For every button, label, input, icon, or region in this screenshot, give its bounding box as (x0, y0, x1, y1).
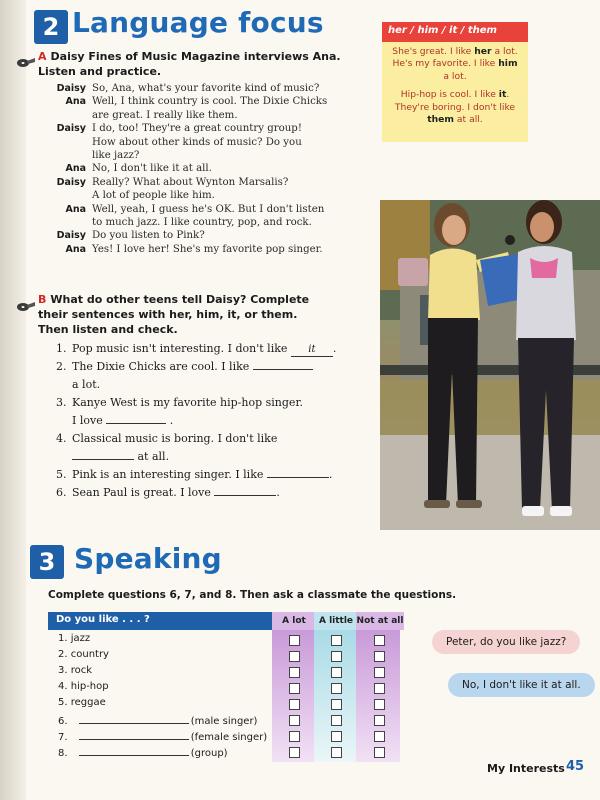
grammar-line: a lot. (443, 70, 467, 82)
table-rows (48, 630, 404, 760)
answer-blank[interactable]: it (291, 344, 333, 357)
utterance: No, I don't like it at all. (92, 163, 212, 175)
checkbox-a-lot[interactable] (289, 731, 300, 742)
answer-blank[interactable] (253, 369, 313, 370)
answer-blank[interactable] (106, 423, 166, 424)
checkbox-not-at-all[interactable] (374, 747, 385, 758)
grammar-box-title: her / him / it / them (382, 22, 528, 42)
exercise-item-continued: I love . (72, 414, 174, 427)
speech-bubble-question: Peter, do you like jazz? (432, 630, 580, 654)
checkbox-a-lot[interactable] (289, 715, 300, 726)
checkbox-not-at-all[interactable] (374, 699, 385, 710)
unit-title: My Interests (487, 762, 565, 775)
utterance: Well, I think country is cool. The Dixie Chicks (92, 96, 328, 108)
part-a-letter: A (38, 50, 47, 63)
grammar-line: Hip-hop is cool. I like it. (400, 89, 510, 101)
exercise-b-list (56, 340, 386, 502)
section-3-number: 3 (30, 545, 64, 579)
fill-in-line[interactable] (79, 713, 189, 724)
grammar-line: them at all. (427, 114, 483, 126)
answer-blank[interactable] (214, 495, 276, 496)
speaker-name (32, 149, 92, 162)
checkbox-a-little[interactable] (331, 667, 342, 678)
dialogue-line (32, 203, 362, 216)
dialogue-line (32, 136, 362, 149)
exercise-item: 5. Pink is an interesting singer. I like . (56, 468, 333, 481)
speaker-name (32, 136, 92, 149)
exercise-item: 4. Classical music is boring. I don't like (56, 432, 278, 445)
utterance: to much jazz. I like country, pop, and rock. (92, 217, 312, 229)
grammar-box (382, 22, 528, 142)
checkbox-a-little[interactable] (331, 651, 342, 662)
column-header-a-lot: A lot (272, 612, 316, 630)
section-2-title: Language focus (72, 6, 324, 39)
answer-blank[interactable] (72, 459, 134, 460)
dialogue-line (32, 229, 362, 242)
audio-cd-icon[interactable] (16, 297, 36, 309)
speaker-name: Daisy (56, 176, 86, 188)
dialogue-line (32, 243, 362, 256)
speaker-name (32, 216, 92, 229)
speaker-name (32, 109, 92, 122)
checkbox-a-little[interactable] (331, 731, 342, 742)
speaker-name: Daisy (56, 123, 86, 135)
grammar-line: She's great. I like her a lot. (392, 46, 518, 57)
checkbox-a-lot[interactable] (289, 699, 300, 710)
checkbox-a-little[interactable] (331, 635, 342, 646)
checkbox-not-at-all[interactable] (374, 667, 385, 678)
utterance: like jazz? (92, 150, 140, 162)
exercise-item: 3. Kanye West is my favorite hip-hop singer. (56, 396, 303, 409)
utterance: Do you listen to Pink? (92, 230, 205, 242)
speaker-name: Ana (65, 243, 86, 255)
checkbox-not-at-all[interactable] (374, 635, 385, 646)
audio-cd-icon[interactable] (16, 53, 36, 65)
checkbox-a-little[interactable] (331, 683, 342, 694)
page-gutter (0, 0, 26, 800)
table-row: 2. country (48, 648, 404, 664)
checkbox-a-lot[interactable] (289, 747, 300, 758)
checkbox-a-lot[interactable] (289, 635, 300, 646)
table-row: 4. hip-hop (48, 680, 404, 696)
utterance: Really? What about Wynton Marsalis? (92, 176, 289, 188)
utterance: How about other kinds of music? Do you (92, 136, 302, 148)
utterance: A lot of people like him. (92, 190, 215, 202)
speaker-name (32, 189, 92, 202)
fill-in-line[interactable] (79, 745, 189, 756)
dialogue-line (32, 162, 362, 175)
table-row: 1. jazz (48, 632, 404, 648)
grammar-line: They're boring. I don't like (394, 101, 516, 113)
exercise-item-continued: at all. (56, 448, 386, 466)
speaker-name: Ana (65, 203, 86, 215)
fill-in-line[interactable] (79, 729, 189, 740)
table-header (48, 612, 404, 630)
checkbox-a-little[interactable] (331, 715, 342, 726)
exercise-item: 1. Pop music isn't interesting. I don't like it . (56, 342, 337, 355)
section-3-title: Speaking (74, 542, 222, 575)
exercise-item: 6. Sean Paul is great. I love . (56, 486, 280, 499)
dialogue-line (32, 109, 362, 122)
checkbox-a-little[interactable] (331, 747, 342, 758)
speaker-name: Ana (65, 163, 86, 175)
utterance: Yes! I love her! She's my favorite pop singer. (92, 243, 323, 255)
grammar-box-body (382, 42, 528, 130)
part-b-letter: B (38, 293, 47, 306)
checkbox-not-at-all[interactable] (374, 651, 385, 662)
dialogue-line (32, 216, 362, 229)
checkbox-not-at-all[interactable] (374, 715, 385, 726)
utterance: So, Ana, what's your favorite kind of music? (92, 83, 320, 94)
dialogue-line (32, 176, 362, 189)
checkbox-a-lot[interactable] (289, 683, 300, 694)
dialogue-line (32, 82, 362, 95)
utterance: Well, yeah, I guess he's OK. But I don't listen (92, 203, 325, 215)
utterance: are great. I really like them. (92, 109, 238, 121)
dialogue (32, 82, 362, 256)
checkbox-a-lot[interactable] (289, 651, 300, 662)
answer-blank[interactable] (267, 477, 329, 478)
speaking-instruction: Complete questions 6, 7, and 8. Then ask a classmate the questions. (48, 589, 457, 601)
interview-photo (380, 200, 600, 530)
part-a-instruction: A Daisy Fines of Music Magazine interviews Ana. Listen and practice. (38, 50, 341, 78)
table-row: 7. (female singer) (48, 728, 404, 744)
dialogue-line (32, 95, 362, 108)
table-row: 8. (group) (48, 744, 404, 760)
speaker-name: Ana (65, 96, 86, 108)
dialogue-line (32, 189, 362, 202)
speaking-table (48, 612, 404, 760)
page-number: 45 (566, 759, 585, 774)
part-b-instruction: B What do other teens tell Daisy? Complete their sentences with her, him, it, or them. Then listen and check. (38, 293, 310, 336)
table-header-title: Do you like . . . ? (56, 614, 150, 625)
checkbox-a-little[interactable] (331, 699, 342, 710)
speaker-name: Daisy (56, 230, 86, 242)
section-2-number: 2 (34, 10, 68, 44)
table-row: 6. (male singer) (48, 712, 404, 728)
speech-bubble-answer: No, I don't like it at all. (448, 673, 595, 697)
checkbox-not-at-all[interactable] (374, 731, 385, 742)
dialogue-line (32, 122, 362, 135)
exercise-item: 2. The Dixie Chicks are cool. I like (56, 358, 386, 376)
column-header-not-at-all: Not at all (356, 612, 404, 630)
checkbox-a-lot[interactable] (289, 667, 300, 678)
table-row: 3. rock (48, 664, 404, 680)
grammar-line: He's my favorite. I like him (392, 58, 518, 70)
speaker-name: Daisy (56, 83, 86, 94)
table-row: 5. reggae (48, 696, 404, 712)
dialogue-line (32, 149, 362, 162)
checkbox-not-at-all[interactable] (374, 683, 385, 694)
exercise-item-continued: a lot. (72, 378, 101, 391)
column-header-a-little: A little (314, 612, 358, 630)
utterance: I do, too! They're a great country group! (92, 123, 302, 135)
